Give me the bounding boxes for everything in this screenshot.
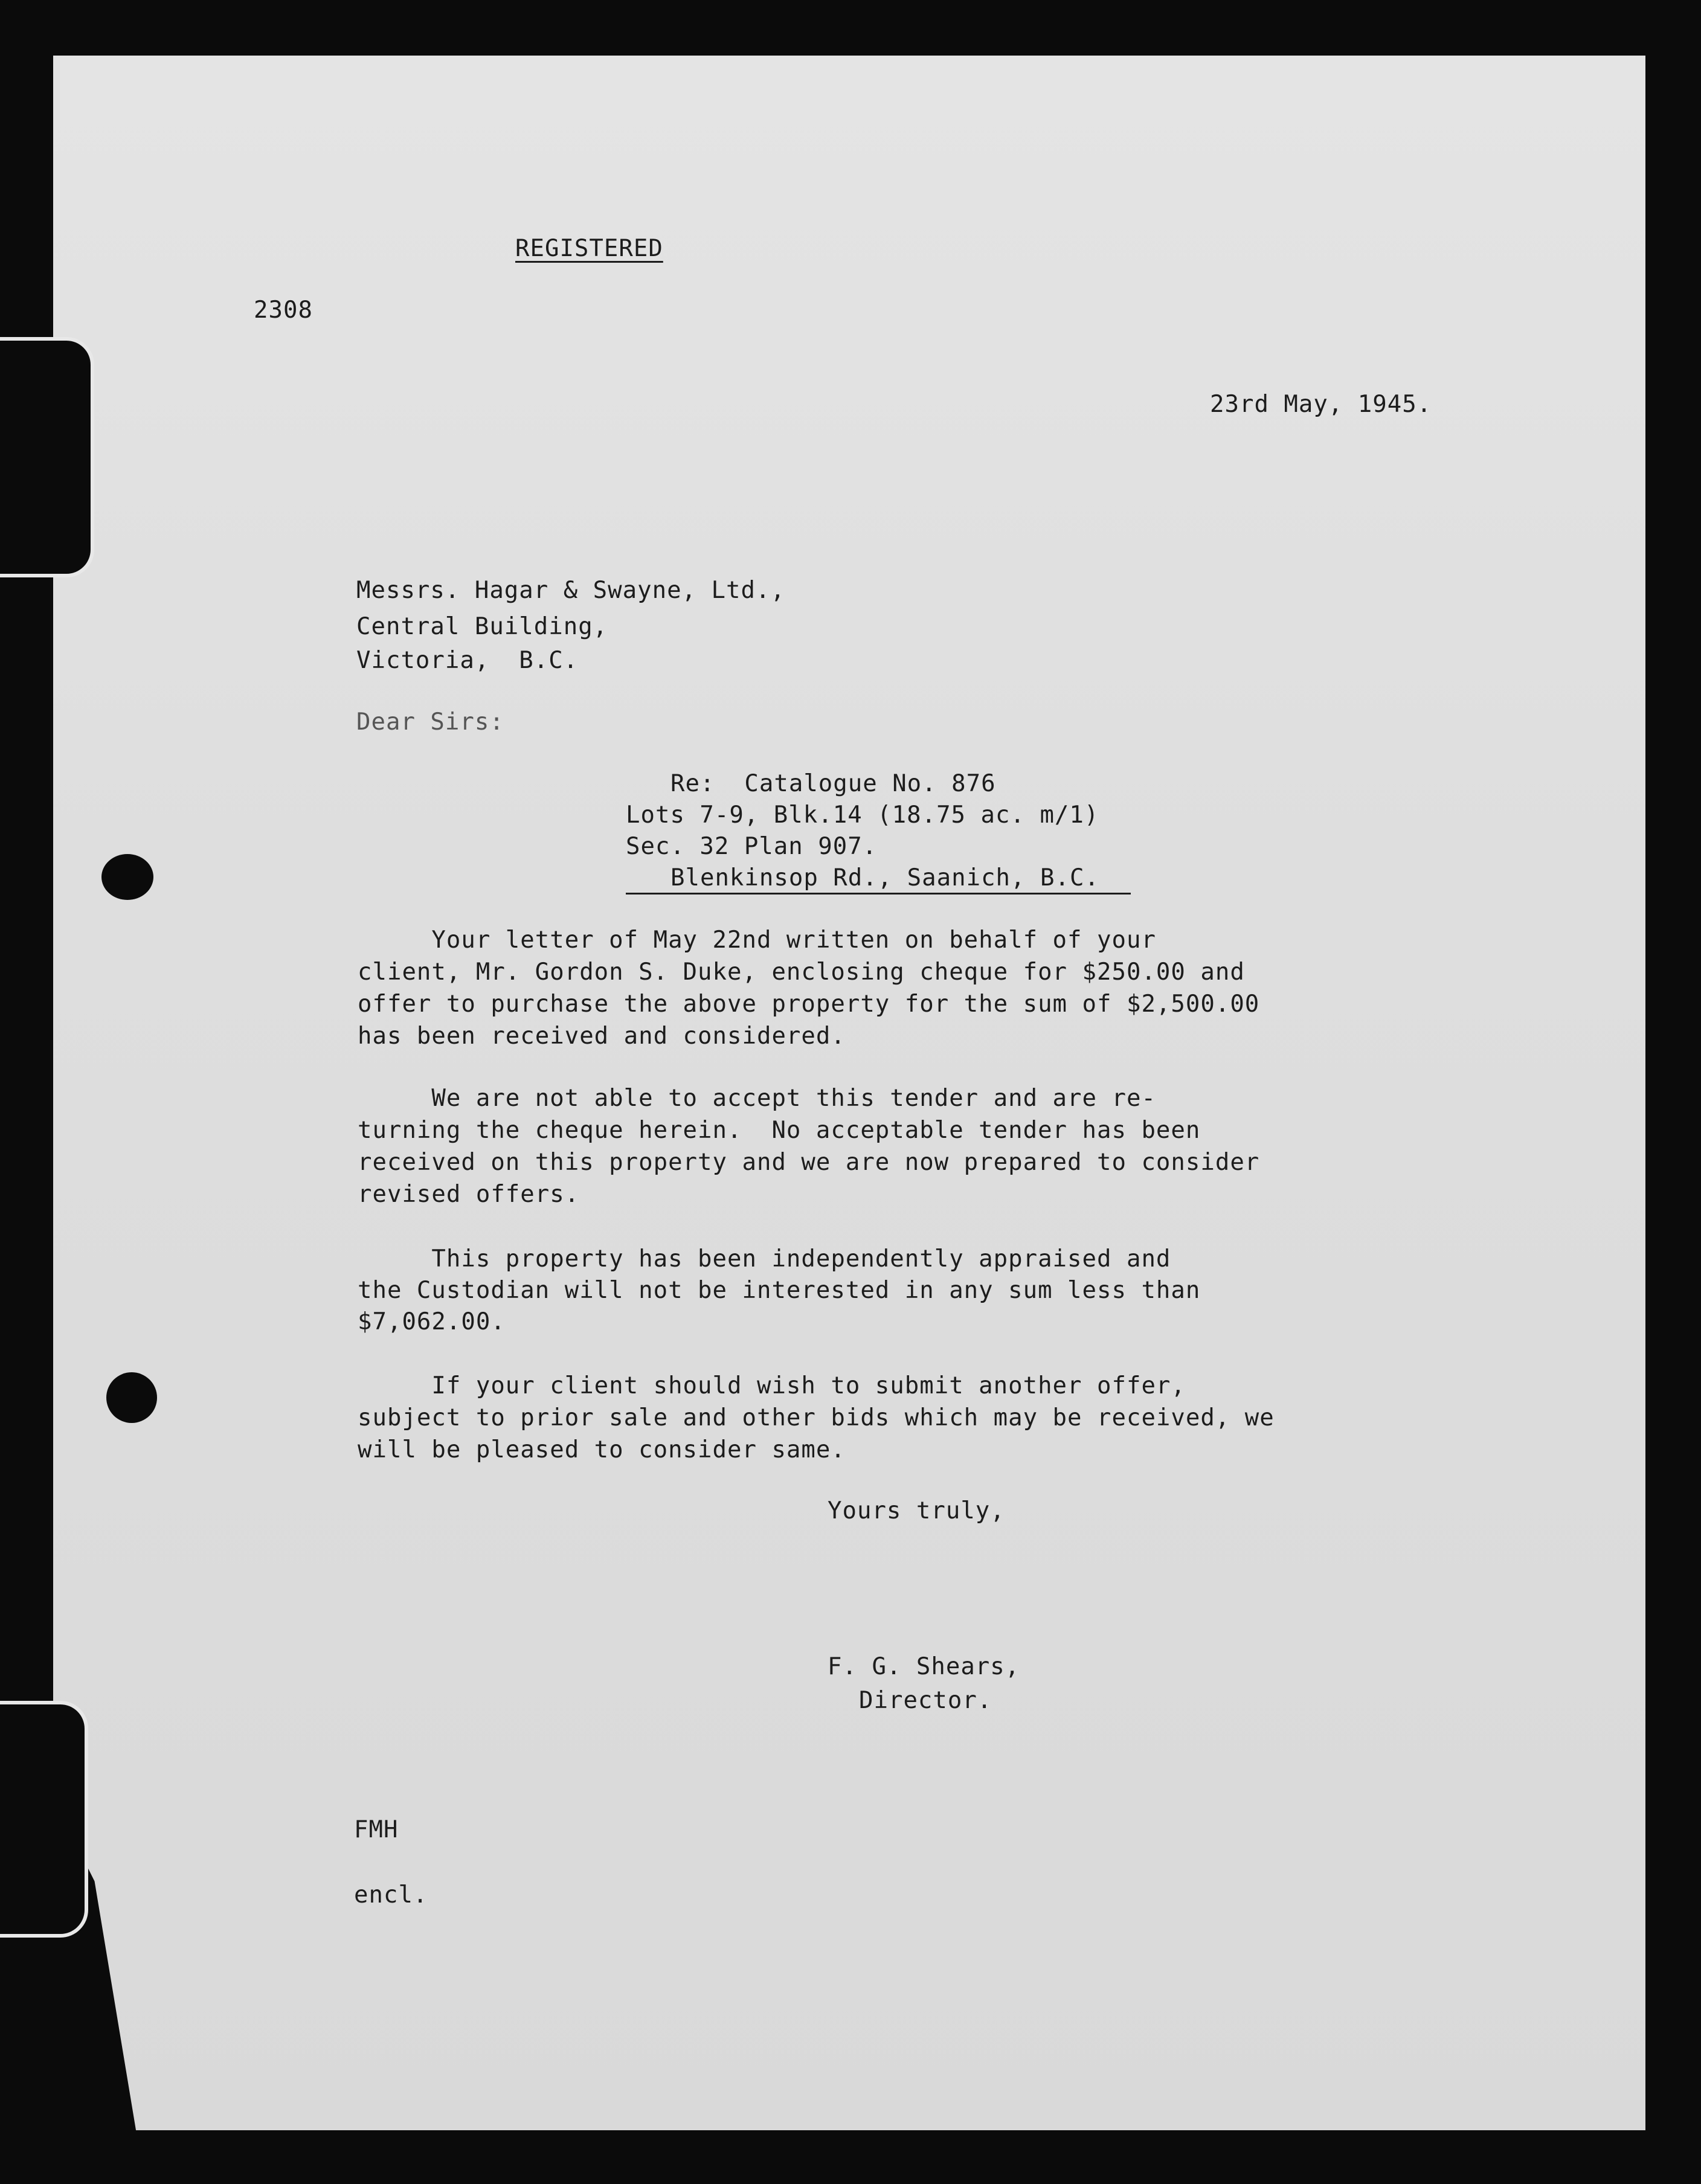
recipient-line-2: Central Building, bbox=[356, 613, 608, 640]
registered-heading: REGISTERED bbox=[515, 235, 663, 262]
paragraph-line: turning the cheque herein. No acceptable tender has been bbox=[358, 1117, 1201, 1144]
paragraph-line: received on this property and we are now prepared to consider bbox=[358, 1149, 1260, 1176]
subject-line-1: Re: Catalogue No. 876 bbox=[670, 770, 996, 797]
paragraph-line: This property has been independently appraised and bbox=[358, 1245, 1171, 1273]
paragraph-line: has been received and considered. bbox=[358, 1023, 846, 1050]
paragraph-line: revised offers. bbox=[358, 1181, 580, 1208]
paragraph-line: the Custodian will not be interested in any sum less than bbox=[358, 1277, 1201, 1304]
subject-line-3: Sec. 32 Plan 907. bbox=[626, 833, 878, 860]
paragraph-line: If your client should wish to submit another offer, bbox=[358, 1372, 1186, 1399]
file-number: 2308 bbox=[254, 297, 313, 324]
letter-date: 23rd May, 1945. bbox=[1210, 391, 1432, 418]
enclosure-note: encl. bbox=[354, 1881, 428, 1909]
salutation: Dear Sirs: bbox=[356, 708, 504, 736]
paragraph-line: Your letter of May 22nd written on behalf of your bbox=[358, 927, 1156, 954]
signatory-name: F. G. Shears, bbox=[828, 1653, 1020, 1680]
recipient-line-3: Victoria, B.C. bbox=[356, 647, 579, 674]
paragraph-line: $7,062.00. bbox=[358, 1308, 506, 1335]
paragraph-line: will be pleased to consider same. bbox=[358, 1436, 846, 1463]
typist-initials: FMH bbox=[354, 1816, 399, 1843]
subject-line-4: Blenkinsop Rd., Saanich, B.C. bbox=[670, 864, 1099, 891]
signatory-title: Director. bbox=[859, 1687, 992, 1714]
punch-hole-lower bbox=[106, 1372, 157, 1423]
subject-line-2: Lots 7-9, Blk.14 (18.75 ac. m/1) bbox=[626, 801, 1099, 829]
subject-underline bbox=[626, 893, 1131, 894]
paragraph-line: client, Mr. Gordon S. Duke, enclosing cheque for $250.00 and bbox=[358, 959, 1245, 986]
paragraph-line: subject to prior sale and other bids which may be received, we bbox=[358, 1404, 1275, 1431]
punch-hole-upper bbox=[101, 854, 153, 900]
recipient-line-1: Messrs. Hagar & Swayne, Ltd., bbox=[356, 577, 785, 604]
binder-tab-top bbox=[0, 337, 94, 577]
paragraph-line: offer to purchase the above property for the sum of $2,500.00 bbox=[358, 991, 1260, 1018]
binder-tab-bottom bbox=[0, 1701, 88, 1938]
paragraph-line: We are not able to accept this tender and are re- bbox=[358, 1085, 1156, 1112]
closing: Yours truly, bbox=[828, 1497, 1005, 1524]
